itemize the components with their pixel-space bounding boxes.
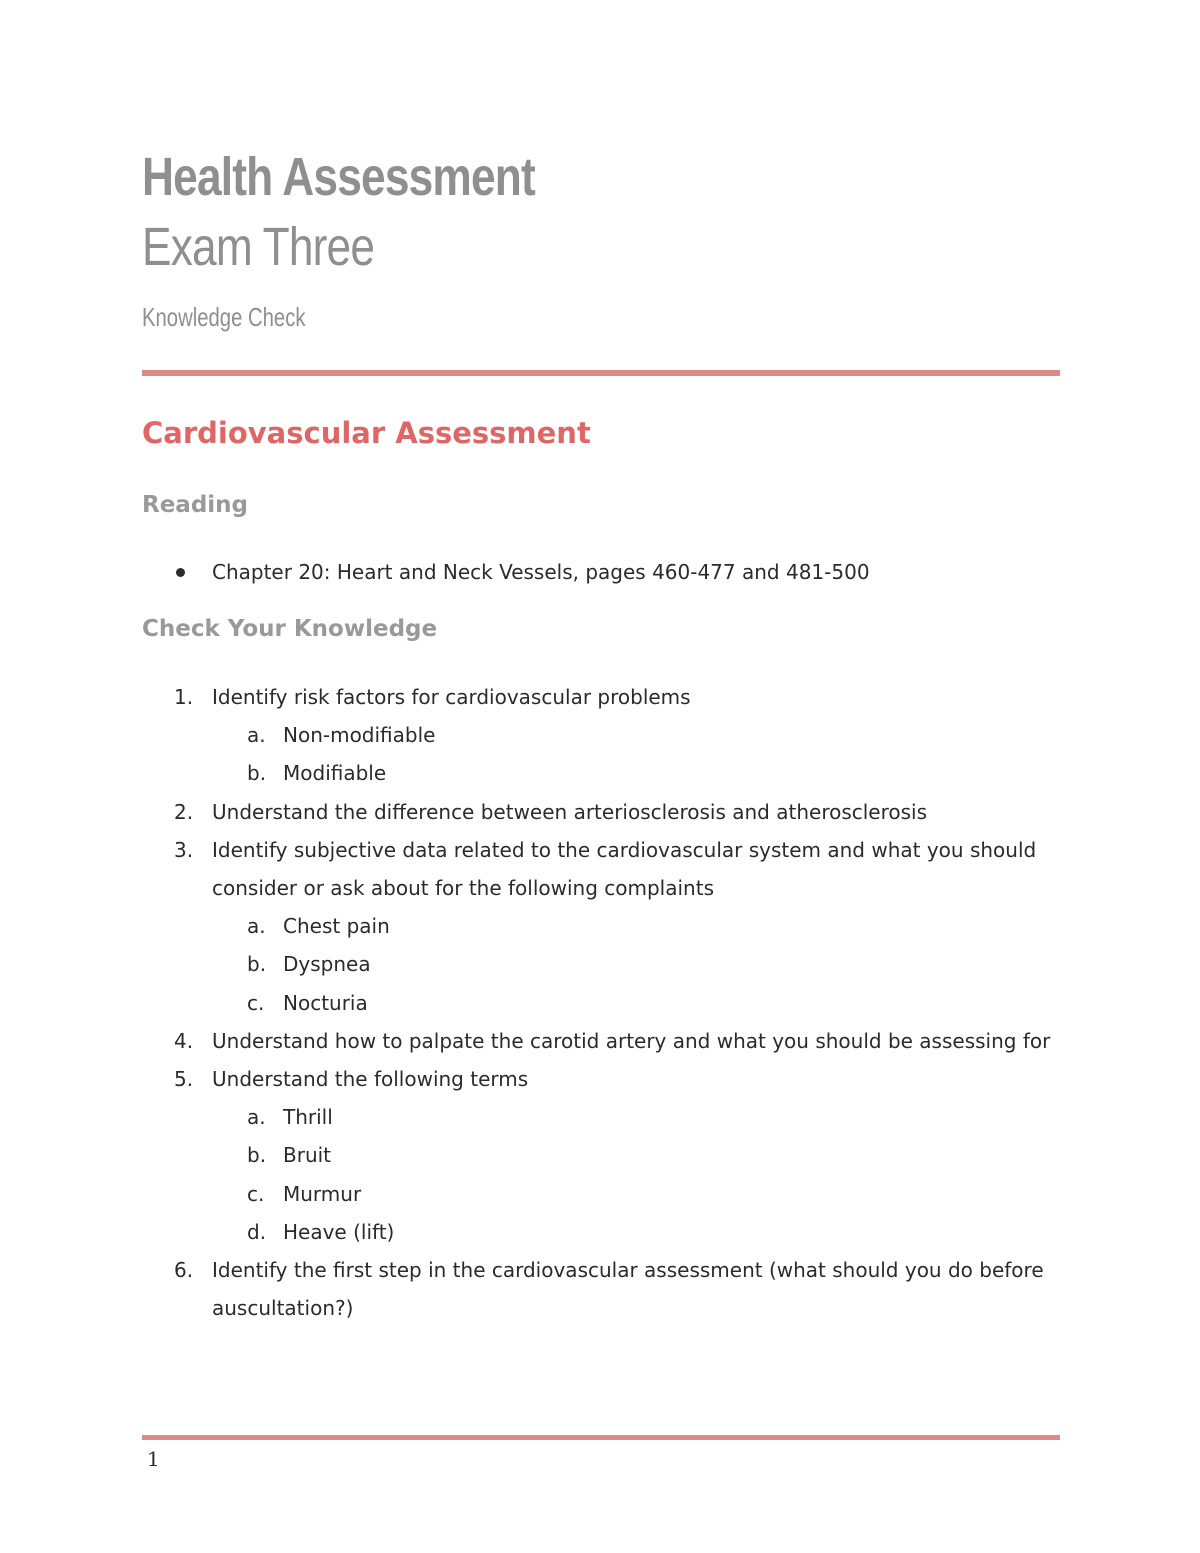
reading-heading: Reading <box>142 492 249 518</box>
sub-question-item-text: Murmur <box>283 1181 362 1206</box>
check-knowledge-heading: Check Your Knowledge <box>142 616 438 642</box>
bullet-icon <box>176 568 185 577</box>
question-item-text: Identify the first step in the cardiovascular assessment (what should you do before <box>212 1258 1044 1282</box>
sub-question-item-text: Dyspnea <box>283 952 371 977</box>
sub-question-item-text: Heave (lift) <box>283 1219 395 1244</box>
document-tagline: Knowledge Check <box>142 302 306 332</box>
question-item-marker: 5. <box>174 1067 194 1091</box>
question-item-marker: 6. <box>174 1258 194 1282</box>
reading-item-text: Chapter 20: Heart and Neck Vessels, pages 460-477 and 481-500 <box>212 560 870 584</box>
sub-question-item-marker: a. <box>247 1105 266 1130</box>
document-title: Health Assessment <box>142 147 535 207</box>
header-divider <box>142 370 1060 376</box>
sub-question-item-text: Nocturia <box>283 990 368 1015</box>
sub-question-item-marker: a. <box>247 914 266 939</box>
question-item-text: consider or ask about for the following complaints <box>212 876 714 900</box>
question-item-text: Understand the difference between arteriosclerosis and atherosclerosis <box>212 799 928 824</box>
sub-question-item-text: Thrill <box>283 1105 333 1130</box>
question-item-text: Understand the following terms <box>212 1067 529 1091</box>
footer-divider <box>142 1435 1060 1440</box>
sub-question-item-text: Chest pain <box>283 914 390 939</box>
sub-question-item-marker: b. <box>247 952 267 977</box>
sub-question-item-text: Modifiable <box>283 761 387 786</box>
sub-question-item-marker: c. <box>247 990 265 1015</box>
question-item-marker: 3. <box>174 837 194 862</box>
question-item-marker: 1. <box>174 685 194 709</box>
sub-question-item-marker: c. <box>247 1181 265 1206</box>
question-item-text: Identify risk factors for cardiovascular problems <box>212 685 691 709</box>
sub-question-item-text: Non-modifiable <box>283 723 436 748</box>
sub-question-item-text: Bruit <box>283 1143 332 1168</box>
question-item-marker: 4. <box>174 1028 194 1053</box>
sub-question-item-marker: b. <box>247 761 267 786</box>
page-number: 1 <box>147 1447 160 1471</box>
section-heading: Cardiovascular Assessment <box>142 416 591 450</box>
sub-question-item-marker: b. <box>247 1143 267 1168</box>
question-item-text: auscultation?) <box>212 1296 354 1321</box>
document-subtitle: Exam Three <box>142 217 375 277</box>
question-item-text: Identify subjective data related to the cardiovascular system and what you should <box>212 837 1037 862</box>
question-item-marker: 2. <box>174 799 194 824</box>
sub-question-item-marker: a. <box>247 723 266 748</box>
question-item-text: Understand how to palpate the carotid artery and what you should be assessing for <box>212 1028 1051 1053</box>
sub-question-item-marker: d. <box>247 1219 267 1244</box>
